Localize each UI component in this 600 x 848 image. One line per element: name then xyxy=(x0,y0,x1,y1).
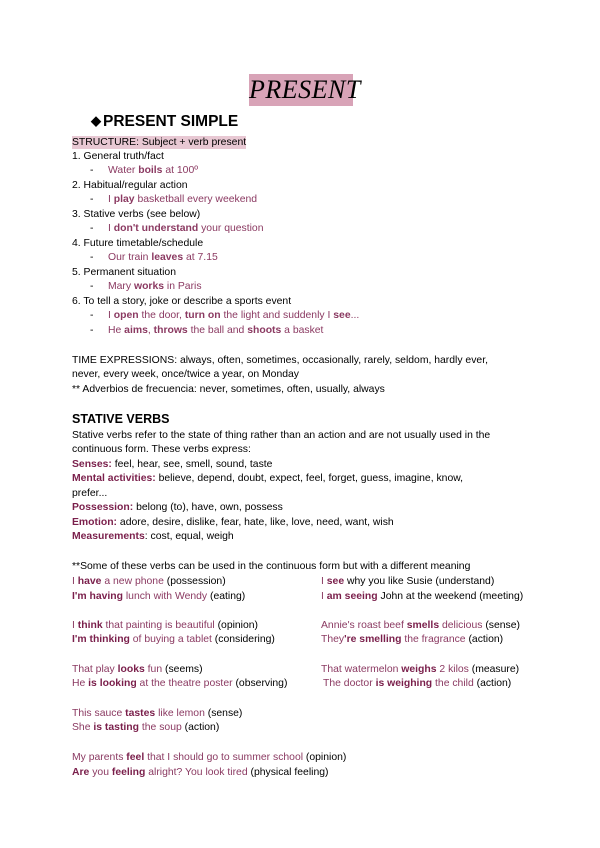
example-taste-action: She is tasting the soup (action) xyxy=(72,722,220,733)
use-label: 6. To tell a story, joke or describe a sports event xyxy=(72,296,292,307)
section-heading-stative-verbs: STATIVE VERBS xyxy=(72,412,170,426)
category-possession: Possession: belong (to), have, own, possess xyxy=(72,502,283,513)
pair-right: They're smelling the fragrance (action) xyxy=(321,634,504,645)
example-taste-sense: This sauce tastes like lemon (sense) xyxy=(72,708,243,719)
story-example: - He aims, throws the ball and shoots a basket xyxy=(90,325,324,336)
example-feel-physical: Are you feeling alright? You look tired (physical feeling) xyxy=(72,767,329,778)
stative-intro: Stative verbs refer to the state of thing rather than an action and are not usually used in the xyxy=(72,430,491,441)
time-expressions-cont: never, every week, once/twice a year, on Monday xyxy=(72,369,299,380)
page-title: PRESENT xyxy=(249,75,361,104)
pair-left: I'm thinking of buying a tablet (considering) xyxy=(72,634,275,645)
time-expressions: TIME EXPRESSIONS: always, often, sometimes, occasionally, rarely, seldom, hardly ever, xyxy=(72,355,488,366)
example-feel-opinion: My parents feel that I should go to summer school (opinion) xyxy=(72,752,347,763)
pair-left: I have a new phone (possession) xyxy=(72,576,226,587)
pair-left: He is looking at the theatre poster (observing) xyxy=(72,678,288,689)
category-measurements: Measurements: cost, equal, weigh xyxy=(72,531,234,542)
pair-left: I'm having lunch with Wendy (eating) xyxy=(72,591,246,602)
use-example: - Mary works in Paris xyxy=(90,281,202,292)
stative-intro-cont: continuous form. These verbs express: xyxy=(72,444,251,455)
pair-right: That watermelon weighs 2 kilos (measure) xyxy=(321,664,520,675)
pair-right: The doctor is weighing the child (action) xyxy=(323,678,512,689)
use-label: 2. Habitual/regular action xyxy=(72,180,188,191)
category-emotion: Emotion: adore, desire, dislike, fear, hate, like, love, need, want, wish xyxy=(72,517,394,528)
pair-left: That play looks fun (seems) xyxy=(72,664,203,675)
use-example: - Water boils at 100º xyxy=(90,165,199,176)
pair-left: I think that painting is beautiful (opinion) xyxy=(72,620,259,631)
pair-right: I see why you like Susie (understand) xyxy=(321,576,495,587)
use-label: 1. General truth/fact xyxy=(72,151,164,162)
use-label: 3. Stative verbs (see below) xyxy=(72,209,201,220)
section-heading-present-simple: ◆ PRESENT SIMPLE xyxy=(91,113,239,130)
story-example: - I open the door, turn on the light and suddenly I see... xyxy=(90,310,360,321)
use-label: 4. Future timetable/schedule xyxy=(72,238,204,249)
use-label: 5. Permanent situation xyxy=(72,267,176,278)
diamond-bullet-icon: ◆ xyxy=(91,113,101,128)
continuous-note: **Some of these verbs can be used in the continuous form but with a different meaning xyxy=(72,561,471,572)
category-mental: Mental activities: believe, depend, doubt, expect, feel, forget, guess, imagine, know, xyxy=(72,473,464,484)
use-example: - Our train leaves at 7.15 xyxy=(90,252,218,263)
pair-right: Annie's roast beef smells delicious (sense) xyxy=(321,620,520,631)
use-example: - I play basketball every weekend xyxy=(90,194,258,205)
pair-right: I am seeing John at the weekend (meeting) xyxy=(321,591,524,602)
use-example: - I don't understand your question xyxy=(90,223,264,234)
structure-line: STRUCTURE: Subject + verb present xyxy=(72,137,247,148)
category-mental-cont: prefer... xyxy=(72,488,108,499)
category-senses: Senses: feel, hear, see, smell, sound, taste xyxy=(72,459,273,470)
frequency-adverbs-note: ** Adverbios de frecuencia: never, sometimes, often, usually, always xyxy=(72,384,385,395)
